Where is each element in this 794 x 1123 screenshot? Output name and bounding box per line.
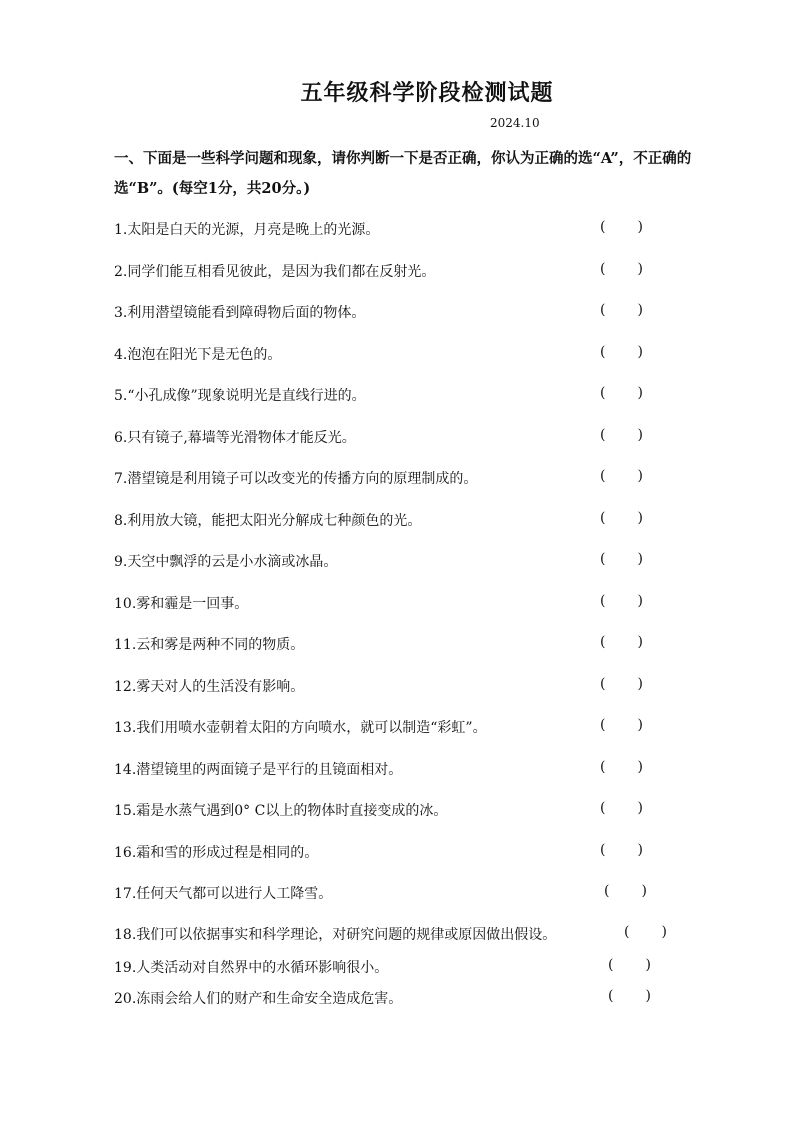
answer-blank[interactable]: [600, 385, 643, 401]
answer-blank[interactable]: [604, 883, 647, 899]
paren-open: (: [600, 427, 606, 443]
paren-open: (: [600, 634, 606, 650]
answer-blank[interactable]: [600, 717, 643, 733]
paren-close: ): [645, 988, 651, 1004]
paren-close: ): [637, 344, 643, 360]
paren-close: ): [637, 385, 643, 401]
question-item: 11.云和雾是两种不同的物质。: [114, 637, 305, 653]
answer-blank[interactable]: [608, 988, 651, 1004]
answer-blank[interactable]: [600, 800, 643, 816]
paren-open: (: [604, 883, 610, 899]
answer-blank[interactable]: [608, 957, 651, 973]
paren-close: ): [637, 427, 643, 443]
paren-close: ): [637, 759, 643, 775]
question-item: 20.冻雨会给人们的财产和生命安全造成危害。: [114, 991, 403, 1007]
paren-close: ): [637, 510, 643, 526]
question-item: 4.泡泡在阳光下是无色的。: [114, 347, 282, 363]
answer-blank[interactable]: [600, 468, 643, 484]
paren-close: ): [637, 593, 643, 609]
answer-blank[interactable]: [600, 593, 643, 609]
paren-close: ): [637, 219, 643, 235]
paren-close: ): [641, 883, 647, 899]
question-item: 12.雾天对人的生活没有影响。: [114, 679, 305, 695]
paren-open: (: [600, 302, 606, 318]
paren-open: (: [600, 261, 606, 277]
answer-blank[interactable]: [600, 302, 643, 318]
exam-date: 2024.10: [490, 116, 540, 130]
question-item: 6.只有镜子,幕墙等光滑物体才能反光。: [114, 430, 356, 446]
paren-open: (: [600, 468, 606, 484]
paren-close: ): [637, 634, 643, 650]
section-heading: 一、下面是一些科学问题和现象，请你判断一下是否正确，你认为正确的选“A”，不正确的选“B”。(每空1分，共20分。): [114, 150, 692, 197]
paren-open: (: [600, 344, 606, 360]
paren-open: (: [608, 988, 614, 1004]
answer-blank[interactable]: [600, 219, 643, 235]
question-item: 2.同学们能互相看见彼此，是因为我们都在反射光。: [114, 264, 436, 280]
paren-open: (: [600, 510, 606, 526]
paren-open: (: [608, 957, 614, 973]
paren-close: ): [637, 717, 643, 733]
paren-close: ): [645, 957, 651, 973]
question-item: 9.天空中飘浮的云是小水滴或冰晶。: [114, 554, 338, 570]
paren-open: (: [600, 551, 606, 567]
question-item: 13.我们用喷水壶朝着太阳的方向喷水，就可以制造“彩虹”。: [114, 720, 487, 736]
answer-blank[interactable]: [600, 427, 643, 443]
paren-close: ): [637, 302, 643, 318]
paren-open: (: [600, 593, 606, 609]
answer-blank[interactable]: [600, 344, 643, 360]
paren-open: (: [600, 676, 606, 692]
paren-close: ): [637, 468, 643, 484]
paren-open: (: [600, 800, 606, 816]
question-item: 10.雾和霾是一回事。: [114, 596, 249, 612]
paren-close: ): [637, 800, 643, 816]
question-item: 3.利用潜望镜能看到障碍物后面的物体。: [114, 305, 366, 321]
question-item: 15.霜是水蒸气遇到0° C以上的物体时直接变成的冰。: [114, 803, 448, 819]
question-item: 16.霜和雪的形成过程是相同的。: [114, 845, 319, 861]
page-title: 五年级科学阶段检测试题: [300, 80, 554, 106]
paren-open: (: [600, 842, 606, 858]
answer-blank[interactable]: [600, 261, 643, 277]
question-item: 14.潜望镜里的两面镜子是平行的且镜面相对。: [114, 762, 403, 778]
answer-blank[interactable]: [600, 551, 643, 567]
paren-close: ): [661, 924, 667, 940]
paren-open: (: [600, 385, 606, 401]
paren-open: (: [624, 924, 630, 940]
paren-open: (: [600, 759, 606, 775]
paren-close: ): [637, 551, 643, 567]
paren-close: ): [637, 842, 643, 858]
answer-blank[interactable]: [600, 510, 643, 526]
question-item: 8.利用放大镜，能把太阳光分解成七种颜色的光。: [114, 513, 422, 529]
question-item: 1.太阳是白天的光源，月亮是晚上的光源。: [114, 222, 380, 238]
answer-blank[interactable]: [600, 842, 643, 858]
question-item: 17.任何天气都可以进行人工降雪。: [114, 886, 333, 902]
question-item: 5.“小孔成像”现象说明光是直线行进的。: [114, 388, 366, 404]
question-item: 7.潜望镜是利用镜子可以改变光的传播方向的原理制成的。: [114, 471, 478, 487]
answer-blank[interactable]: [600, 759, 643, 775]
paren-open: (: [600, 219, 606, 235]
question-item: 19.人类活动对自然界中的水循环影响很小。: [114, 960, 389, 976]
paren-open: (: [600, 717, 606, 733]
paren-close: ): [637, 676, 643, 692]
question-item: 18.我们可以依据事实和科学理论，对研究问题的规律或原因做出假设。: [114, 927, 557, 943]
answer-blank[interactable]: [600, 676, 643, 692]
answer-blank[interactable]: [600, 634, 643, 650]
answer-blank[interactable]: [624, 924, 667, 940]
paren-close: ): [637, 261, 643, 277]
